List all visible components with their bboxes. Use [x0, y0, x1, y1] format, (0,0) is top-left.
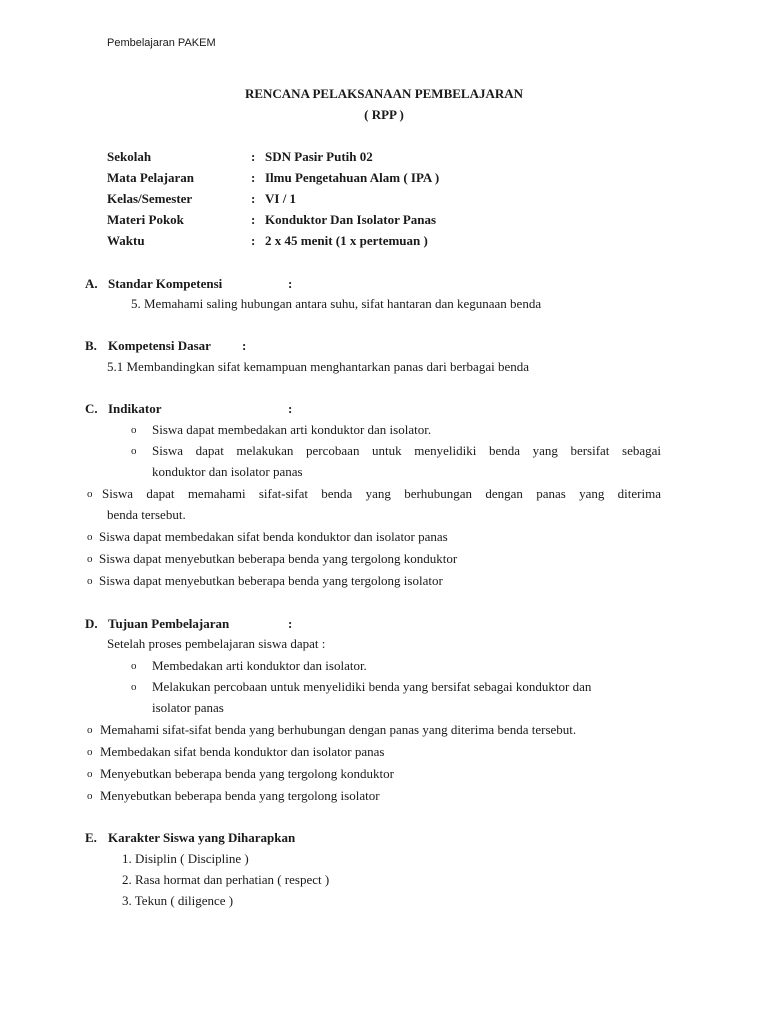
objective-item: Melakukan percobaan untuk menyelidiki benda yang bersifat sebagai konduktor dan [152, 679, 592, 694]
page-header: Pembelajaran PAKEM [107, 37, 216, 49]
indicator-item: Siswa dapat memahami sifat-sifat benda yang berhubungan dengan panas yang diterima [102, 486, 661, 501]
list-bullet: o [87, 790, 93, 802]
objective-item-continued: isolator panas [152, 700, 224, 715]
indicator-item-continued: benda tersebut. [107, 507, 186, 522]
identity-value-class: VI / 1 [265, 191, 297, 206]
section-e-letter: E. [85, 830, 97, 845]
objective-item: Menyebutkan beberapa benda yang tergolong isolator [100, 788, 380, 803]
section-a-heading: Standar Kompetensi [108, 276, 223, 291]
indicator-item-continued: konduktor dan isolator panas [152, 464, 303, 479]
identity-colon: : [251, 212, 256, 227]
section-a-colon: : [288, 276, 293, 291]
section-d-heading: Tujuan Pembelajaran [108, 616, 230, 631]
section-b-colon: : [242, 338, 247, 353]
document-title: RENCANA PELAKSANAAN PEMBELAJARAN [244, 86, 524, 101]
list-bullet: o [87, 531, 93, 543]
list-bullet: o [87, 553, 93, 565]
identity-label-class: Kelas/Semester [107, 191, 193, 206]
list-bullet: o [87, 768, 93, 780]
identity-label-school: Sekolah [107, 149, 152, 164]
identity-label-topic: Materi Pokok [107, 212, 184, 227]
identity-label-subject: Mata Pelajaran [107, 170, 195, 185]
list-bullet: o [87, 724, 93, 736]
identity-colon: : [251, 149, 256, 164]
identity-colon: : [251, 233, 256, 248]
objective-item: Membedakan sifat benda konduktor dan isolator panas [100, 744, 385, 759]
list-bullet: o [131, 424, 137, 436]
list-bullet: o [131, 660, 137, 672]
section-e-heading: Karakter Siswa yang Diharapkan [108, 830, 296, 845]
section-b-content: 5.1 Membandingkan sifat kemampuan menghantarkan panas dari berbagai benda [107, 359, 529, 374]
identity-value-subject: Ilmu Pengetahuan Alam ( IPA ) [265, 170, 440, 185]
identity-value-topic: Konduktor Dan Isolator Panas [265, 212, 437, 227]
objective-item: Memahami sifat-sifat benda yang berhubungan dengan panas yang diterima benda tersebut. [100, 722, 577, 737]
identity-value-time: 2 x 45 menit (1 x pertemuan ) [265, 233, 428, 248]
identity-value-school: SDN Pasir Putih 02 [265, 149, 373, 164]
section-a-letter: A. [85, 276, 98, 291]
list-bullet: o [87, 488, 93, 500]
list-bullet: o [87, 746, 93, 758]
objective-item: Menyebutkan beberapa benda yang tergolong konduktor [100, 766, 394, 781]
character-item: 2. Rasa hormat dan perhatian ( respect ) [122, 872, 330, 887]
indicator-item: Siswa dapat menyebutkan beberapa benda yang tergolong isolator [99, 573, 443, 588]
section-b-letter: B. [85, 338, 97, 353]
identity-colon: : [251, 191, 256, 206]
indicator-item: Siswa dapat melakukan percobaan untuk menyelidiki benda yang bersifat sebagai [152, 443, 661, 458]
list-bullet: o [87, 575, 93, 587]
section-d-colon: : [288, 616, 293, 631]
section-b-heading: Kompetensi Dasar [108, 338, 211, 353]
section-c-heading: Indikator [108, 401, 162, 416]
section-d-letter: D. [85, 616, 98, 631]
indicator-item: Siswa dapat menyebutkan beberapa benda yang tergolong konduktor [99, 551, 458, 566]
identity-label-time: Waktu [107, 233, 145, 248]
list-bullet: o [131, 445, 137, 457]
objective-item: Membedakan arti konduktor dan isolator. [152, 658, 367, 673]
list-bullet: o [131, 681, 137, 693]
section-c-letter: C. [85, 401, 98, 416]
indicator-item: Siswa dapat membedakan sifat benda konduktor dan isolator panas [99, 529, 448, 544]
character-item: 3. Tekun ( diligence ) [122, 893, 234, 908]
character-item: 1. Disiplin ( Discipline ) [122, 851, 249, 866]
section-c-colon: : [288, 401, 293, 416]
section-a-content: 5. Memahami saling hubungan antara suhu, sifat hantaran dan kegunaan benda [131, 296, 542, 311]
indicator-item: Siswa dapat membedakan arti konduktor dan isolator. [152, 422, 432, 437]
identity-colon: : [251, 170, 256, 185]
section-d-intro: Setelah proses pembelajaran siswa dapat : [107, 636, 326, 651]
document-subtitle: ( RPP ) [364, 107, 404, 122]
